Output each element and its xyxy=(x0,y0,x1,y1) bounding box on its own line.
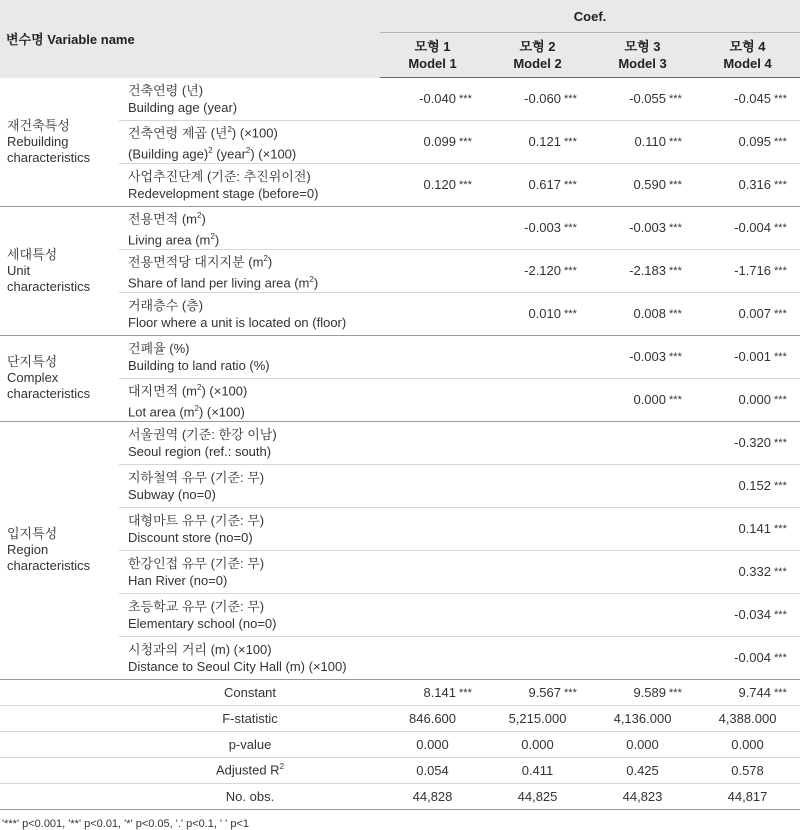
stat-cell: 4,136.000 xyxy=(590,705,695,731)
coef-cell: 9.744 *** xyxy=(695,679,800,705)
coef-cell: 0.332 *** xyxy=(695,550,800,593)
coef-cell: 0.120 *** xyxy=(380,163,485,206)
table-row xyxy=(0,335,800,378)
coef-cell-empty xyxy=(380,507,485,550)
table-row xyxy=(0,636,800,679)
coef-cell-empty xyxy=(380,464,485,507)
group-label-rebuilding: 재건축특성 Rebuilding characteristics xyxy=(0,78,119,207)
table-row xyxy=(0,550,800,593)
significance-footnote: '***' p<0.001, '**' p<0.01, '*' p<0.05, '.' p<0.1, ' ' p<1 xyxy=(2,817,249,830)
variable-label: 사업추진단계 (기준: 추진위이전) Redevelopment stage (before=0) xyxy=(119,163,380,206)
table-row xyxy=(0,120,800,163)
coef-cell: 9.567 *** xyxy=(485,679,590,705)
group-label-region: 입지특성 Region characteristics xyxy=(0,421,119,679)
table-row xyxy=(0,593,800,636)
coef-cell: -0.004 *** xyxy=(695,636,800,679)
coef-cell: -0.034 *** xyxy=(695,593,800,636)
variable-label: 대형마트 유무 (기준: 무) Discount store (no=0) xyxy=(119,507,380,550)
stat-cell: 0.000 xyxy=(485,731,590,757)
variable-label: 초등학교 유무 (기준: 무) Elementary school (no=0) xyxy=(119,593,380,636)
coef-cell: 0.095 *** xyxy=(695,120,800,163)
variable-label: 대지면적 $(m^2)$ (×100) Lot area $(m^2)$ (×100) xyxy=(119,378,380,421)
model-4-header: 모형 4 Model 4 xyxy=(695,33,800,78)
coef-cell: -0.040 *** xyxy=(380,78,485,121)
coef-cell-empty xyxy=(380,593,485,636)
stat-label: Adjusted $R^2$ xyxy=(0,757,380,783)
stat-cell: 44,825 xyxy=(485,783,590,809)
coef-cell-empty xyxy=(485,507,590,550)
coef-cell: 0.000 *** xyxy=(695,378,800,421)
coef-cell: -0.003 *** xyxy=(590,335,695,378)
stat-cell: 44,828 xyxy=(380,783,485,809)
coef-cell: 0.010 *** xyxy=(485,292,590,335)
stat-row-f-statistic xyxy=(0,705,800,731)
stat-label: p-value xyxy=(0,731,380,757)
group-label-unit: 세대특성 Unit characteristics xyxy=(0,206,119,335)
variable-label: 건축연령 (년) Building age (year) xyxy=(119,78,380,121)
coef-cell-empty xyxy=(380,335,485,378)
coef-cell-empty xyxy=(590,636,695,679)
coef-cell-empty xyxy=(485,335,590,378)
coef-cell: 0.590 *** xyxy=(590,163,695,206)
coef-cell: 0.152 *** xyxy=(695,464,800,507)
coef-cell-empty xyxy=(590,464,695,507)
coef-cell: 9.589 *** xyxy=(590,679,695,705)
table-row xyxy=(0,421,800,464)
variable-label: 한강인접 유무 (기준: 무) Han River (no=0) xyxy=(119,550,380,593)
coef-cell: -2.183 *** xyxy=(590,249,695,292)
stat-cell: 0.000 xyxy=(590,731,695,757)
table-row xyxy=(0,78,800,121)
coef-cell-empty xyxy=(485,378,590,421)
coef-cell: 0.316 *** xyxy=(695,163,800,206)
variable-label: 거래층수 (층) Floor where a unit is located on (floor) xyxy=(119,292,380,335)
model-3-header: 모형 3 Model 3 xyxy=(590,33,695,78)
variable-label: 시청과의 거리 (m) (×100) Distance to Seoul City Hall (m) (×100) xyxy=(119,636,380,679)
variable-name-header: 변수명 Variable name xyxy=(0,0,380,78)
coef-cell-empty xyxy=(380,249,485,292)
stat-label: No. obs. xyxy=(0,783,380,809)
coef-cell: 0.141 *** xyxy=(695,507,800,550)
coef-cell-empty xyxy=(380,206,485,249)
coef-cell-empty xyxy=(485,421,590,464)
table-row xyxy=(0,249,800,292)
group-label-complex: 단지특성 Complex characteristics xyxy=(0,335,119,421)
stat-cell: 4,388.000 xyxy=(695,705,800,731)
coef-cell-empty xyxy=(380,292,485,335)
stat-label: Constant xyxy=(0,679,380,705)
stat-cell: 0.000 xyxy=(695,731,800,757)
stat-row-adjusted-r2 xyxy=(0,757,800,783)
coef-cell: -1.716 *** xyxy=(695,249,800,292)
stat-cell: 44,817 xyxy=(695,783,800,809)
stat-cell: 0.578 xyxy=(695,757,800,783)
coef-cell: -0.045 *** xyxy=(695,78,800,121)
coef-cell: 0.121 *** xyxy=(485,120,590,163)
coef-cell-empty xyxy=(485,593,590,636)
coef-cell-empty xyxy=(590,593,695,636)
variable-label: 전용면적 $(m^2)$ Living area $(m^2)$ xyxy=(119,206,380,249)
stat-cell: 0.425 xyxy=(590,757,695,783)
stat-cell: 44,823 xyxy=(590,783,695,809)
coef-cell: 0.007 *** xyxy=(695,292,800,335)
coef-cell: -0.055 *** xyxy=(590,78,695,121)
table-row xyxy=(0,292,800,335)
coef-cell: 0.099 *** xyxy=(380,120,485,163)
stat-cell: 5,215.000 xyxy=(485,705,590,731)
variable-label: 건축연령 제곱 (년$^2$) (×100) (Building age)$^2$ (year$^2$) (×100) xyxy=(119,120,380,163)
coef-cell-empty xyxy=(380,550,485,593)
table-row xyxy=(0,464,800,507)
stat-row-observations xyxy=(0,783,800,809)
coef-cell: -0.004 *** xyxy=(695,206,800,249)
model-2-header: 모형 2 Model 2 xyxy=(485,33,590,78)
variable-label: 전용면적당 대지지분 $(m^2)$ Share of land per living area $(m^2)$ xyxy=(119,249,380,292)
coef-cell: 0.000 *** xyxy=(590,378,695,421)
coef-cell-empty xyxy=(380,421,485,464)
stat-cell: 0.000 xyxy=(380,731,485,757)
variable-label: 지하철역 유무 (기준: 무) Subway (no=0) xyxy=(119,464,380,507)
stat-row-constant xyxy=(0,679,800,705)
coef-cell: -2.120 *** xyxy=(485,249,590,292)
coef-cell: -0.003 *** xyxy=(590,206,695,249)
coef-cell-empty xyxy=(380,378,485,421)
coef-cell-empty xyxy=(485,550,590,593)
coef-cell-empty xyxy=(485,464,590,507)
coef-cell: 0.110 *** xyxy=(590,120,695,163)
table-row xyxy=(0,378,800,421)
model-1-header: 모형 1 Model 1 xyxy=(380,33,485,78)
coef-cell-empty xyxy=(590,550,695,593)
variable-label: 서울권역 (기준: 한강 이남) Seoul region (ref.: south) xyxy=(119,421,380,464)
variable-label: 건폐율 (%) Building to land ratio (%) xyxy=(119,335,380,378)
coef-header: Coef. xyxy=(380,0,800,33)
stat-cell: 846.600 xyxy=(380,705,485,731)
table-row xyxy=(0,507,800,550)
coef-cell-empty xyxy=(380,636,485,679)
coef-cell: -0.003 *** xyxy=(485,206,590,249)
coef-cell: 8.141 *** xyxy=(380,679,485,705)
coef-cell: -0.320 *** xyxy=(695,421,800,464)
table-row xyxy=(0,206,800,249)
stat-cell: 0.054 xyxy=(380,757,485,783)
stat-row-p-value xyxy=(0,731,800,757)
table-row xyxy=(0,163,800,206)
coef-cell-empty xyxy=(485,636,590,679)
coef-cell: 0.008 *** xyxy=(590,292,695,335)
coef-cell-empty xyxy=(590,421,695,464)
stat-label: F-statistic xyxy=(0,705,380,731)
coef-cell: 0.617 *** xyxy=(485,163,590,206)
coef-cell: -0.001 *** xyxy=(695,335,800,378)
stat-cell: 0.411 xyxy=(485,757,590,783)
coef-cell: -0.060 *** xyxy=(485,78,590,121)
coef-cell-empty xyxy=(590,507,695,550)
